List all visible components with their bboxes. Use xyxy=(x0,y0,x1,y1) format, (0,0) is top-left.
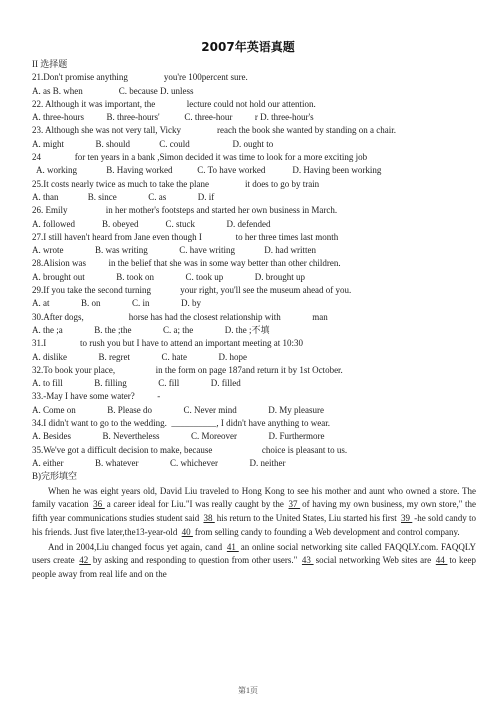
passage-text: And in 2004,Liu changed focus yet again, cand xyxy=(48,541,225,552)
question-line: 27.I still haven't heard from Jane even though I to her three times last month xyxy=(32,231,339,242)
blank-43: 43 xyxy=(301,555,314,566)
question-line: 32.To book your place, in the form on page 187and return it by 1st October. xyxy=(32,364,343,375)
question-line: A. than B. since C. as D. if xyxy=(32,191,215,202)
question-line: A. to fill B. filling C. fill D. filled xyxy=(32,378,241,389)
question-line: A. Besides B. Nevertheless C. Moreover D. Furthermore xyxy=(32,431,325,442)
blank-38: 38 xyxy=(203,513,215,524)
passage-paragraph xyxy=(32,485,476,540)
blank-44: 44 xyxy=(435,555,448,566)
question-line: 21.Don't promise anything you're 100percent sure. xyxy=(32,72,248,83)
question-line: 30.After dogs, horse has had the closest relationship with man xyxy=(32,311,328,322)
blank-40: 40 xyxy=(181,526,193,537)
question-line: 22. Although it was important, the lecture could not hold our attention. xyxy=(32,98,316,109)
page-title: 2007年英语真题 xyxy=(201,40,295,54)
passage-text: of having my own business, my own store," the fifth year communications studies student said xyxy=(32,499,476,524)
question-line: A. brought out B. took on C. took up D. brought up xyxy=(32,271,306,282)
passage-text: social networking Web sites are xyxy=(315,555,434,566)
page-number: 第1页 xyxy=(238,686,258,695)
blank-39: 39 xyxy=(401,513,413,524)
question-line: A. three-hours B. three-hours' C. three-hour r D. three-hour's xyxy=(32,112,314,123)
question-line: 35.We've got a difficult decision to make, because choice is pleasant to us. xyxy=(32,444,348,455)
question-line: A. either B. whatever C. whichever D. neither xyxy=(32,457,286,468)
question-line: 24 for ten years in a bank ,Simon decided it was time to look for a more exciting job xyxy=(32,152,368,163)
question-line: 29.If you take the second turning your right, you'll see the museum ahead of you. xyxy=(32,285,352,296)
passage-text: -he sold candy to his friends. Just five later,the13-year-old xyxy=(32,513,477,537)
question-line: 26. Emily in her mother's footsteps and started her own business in March. xyxy=(32,205,338,216)
passage-text: to keep people away from real life and on the xyxy=(32,555,477,580)
question-line: A. wrote B. was writing C. have writing D. had written xyxy=(32,245,316,256)
cloze-passage xyxy=(32,485,476,583)
question-line: A. working B. Having worked C. To have worked D. Having been working xyxy=(32,165,382,176)
question-list xyxy=(32,71,476,470)
question-line: A. dislike B. regret C. hate D. hope xyxy=(32,351,247,362)
question-line: 25.It costs nearly twice as much to take the plane it does to go by train xyxy=(32,178,320,189)
question-line: A. at B. on C. in D. by xyxy=(32,298,202,309)
blank-37: 37 xyxy=(288,499,301,510)
passage-text: a career ideal for Liu."I was really caught by the xyxy=(106,499,287,510)
blank-42: 42 xyxy=(79,555,91,566)
section-heading-cloze: B)完形填空 xyxy=(32,471,78,482)
question-line: A. followed B. obeyed C. stuck D. defended xyxy=(32,218,271,229)
passage-text: an online social networking site called FAQQLY.com. FAQQLY users create xyxy=(32,541,476,566)
passage-text: by asking and responding to question from other users." xyxy=(92,555,300,566)
question-line: A. the ;a B. the ;the C. a; the D. the ;不填 xyxy=(32,324,270,335)
blank-36: 36 xyxy=(93,499,105,510)
question-line: A. might B. should C. could D. ought to xyxy=(32,138,274,149)
passage-text: from selling candy to founding a Web development and control company. xyxy=(194,526,460,537)
question-line: 28.Alision was in the belief that she was in some way better than other children. xyxy=(32,258,341,269)
question-line: 23. Although she was not very tall, Vicky reach the book she wanted by standing on a chair. xyxy=(32,125,396,136)
passage-text: his return to the United States, Liu started his first xyxy=(216,513,399,524)
passage-paragraph xyxy=(32,541,476,582)
section-heading-choice: II 选择题 xyxy=(32,59,68,69)
passage-text: When he was eight years old, David Liu traveled to Hong Kong to see his mother and aunt who owned a store. The family vacation xyxy=(32,485,476,510)
question-line: 34.I didn't want to go to the wedding. __________, I didn't have anything to wear. xyxy=(32,418,330,429)
document-body xyxy=(32,58,476,583)
question-line: 31.I to rush you but I have to attend an important meeting at 10:30 xyxy=(32,338,303,349)
question-line: 33.-May I have some water? - xyxy=(32,391,161,402)
blank-41: 41 xyxy=(226,541,239,552)
question-line: A. Come on B. Please do C. Never mind D. My pleasure xyxy=(32,404,324,415)
question-line: A. as B. when C. because D. unless xyxy=(32,85,194,96)
